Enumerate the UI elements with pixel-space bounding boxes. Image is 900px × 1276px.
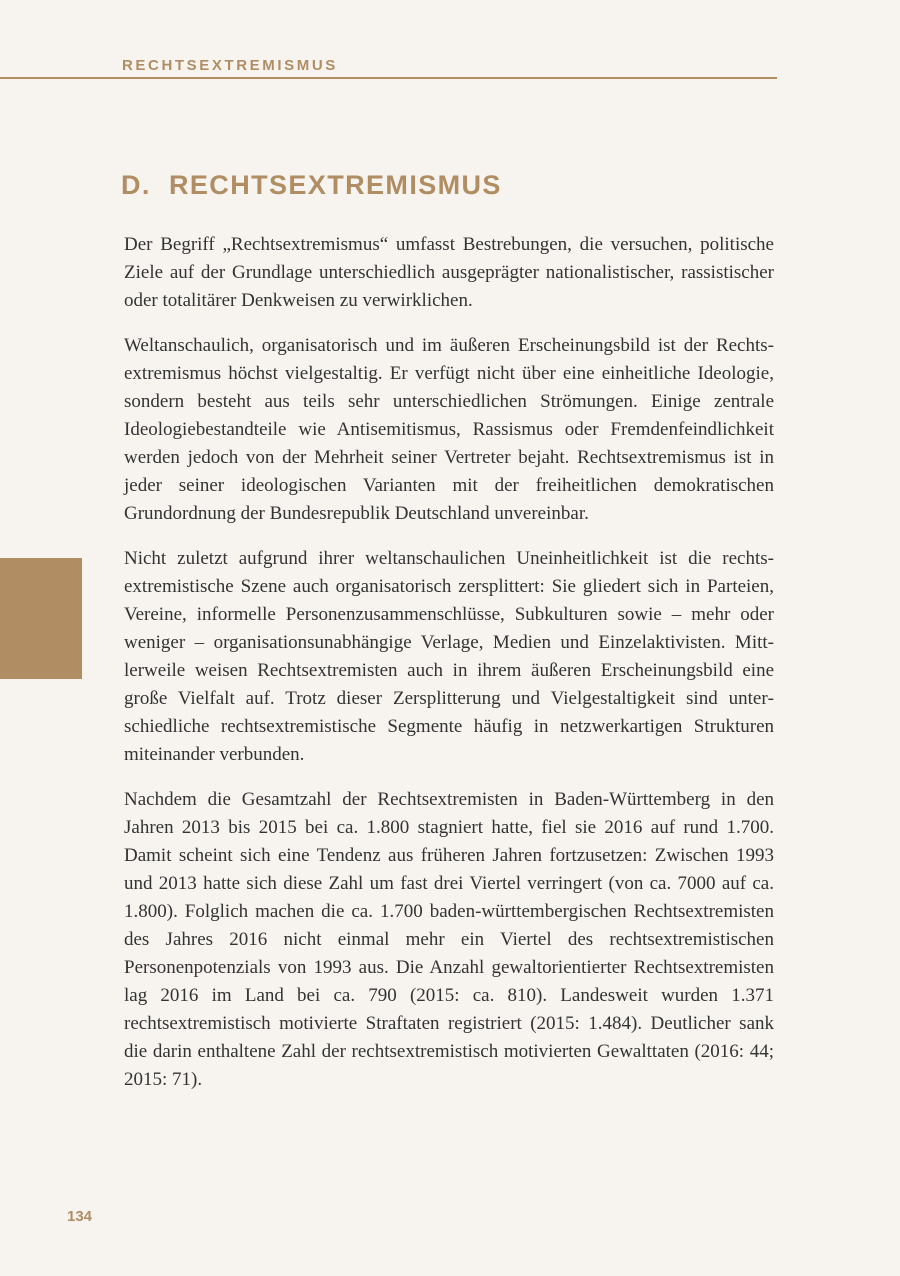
chapter-title bbox=[121, 170, 502, 201]
page-number: 134 bbox=[67, 1208, 93, 1225]
header-rule bbox=[0, 77, 777, 79]
body-text bbox=[124, 231, 774, 1111]
paragraph-1: Der Begriff „Rechtsextremismus“ umfasst Bestrebungen, die versuchen, politische Ziele auf der Grundlage unterschiedlich ausgeprägter nationalistischer, rassistischer oder totalitärer Denkweisen zu verwirklichen. bbox=[124, 234, 774, 311]
paragraph-3: Nicht zuletzt aufgrund ihrer weltanschaulichen Uneinheitlichkeit ist die rechtsextremistische Szene auch organisatorisch zersplittert: Sie gliedert sich in Parteien, Vereine, informelle Personenzusammenschlüsse, Subkulturen sowie – mehr oder weniger – organisationsunabhängige Verlage, Medien und Einzelaktivisten. Mittlerweile weisen Rechtsextremisten auch in ihrem äußeren Erscheinungsbild eine große Vielfalt auf. Trotz dieser Zersplitterung und Vielgestaltigkeit sind unterschiedliche rechtsextremistische Segmente häufig in netzwerkartigen Strukturen miteinander verbunden. bbox=[124, 548, 774, 765]
paragraph-4: Nachdem die Gesamtzahl der Rechtsextremisten in Baden-Württemberg in den Jahren 2013 bis 2015 bei ca. 1.800 stagniert hatte, fiel sie 2016 auf rund 1.700. Damit scheint sich eine Tendenz aus früheren Jahren fortzusetzen: Zwischen 1993 und 2013 hatte sich diese Zahl um fast drei Viertel verringert (von ca. 7000 auf ca. 1.800). Folglich machen die ca. 1.700 baden-württembergischen Rechtsextremisten des Jahres 2016 nicht einmal mehr ein Viertel des rechtsextremistischen Personenpotenzials von 1993 aus. Die Anzahl gewaltorientierter Rechtsextremisten lag 2016 im Land bei ca. 790 (2015: ca. 810). Landesweit wurden 1.371 rechtsextremistisch motivierte Straftaten registriert (2015: 1.484). Deutlicher sank die darin enthaltene Zahl der rechtsextremistisch motivierten Gewalttaten (2016: 44; 2015: 71). bbox=[124, 789, 774, 1090]
chapter-side-tab bbox=[0, 558, 82, 679]
chapter-title-text: RECHTSEXTREMISMUS bbox=[169, 170, 502, 200]
chapter-letter: D. bbox=[121, 170, 151, 200]
paragraph-2: Weltanschaulich, organisatorisch und im äußeren Erscheinungsbild ist der Rechtsextremismus höchst vielgestaltig. Er verfügt nicht über eine einheitliche Ideologie, sondern besteht aus teils sehr unterschiedlichen Strömungen. Einige zentrale Ideologiebestandteile wie Antisemitismus, Rassismus oder Fremdenfeindlichkeit werden jedoch von der Mehrheit seiner Vertreter bejaht. Rechtsextremismus ist in jeder seiner ideologischen Varianten mit der freiheitlichen demokratischen Grundordnung der Bundesrepublik Deutschland unvereinbar. bbox=[124, 335, 774, 524]
running-header-title: RECHTSEXTREMISMUS bbox=[122, 57, 338, 74]
